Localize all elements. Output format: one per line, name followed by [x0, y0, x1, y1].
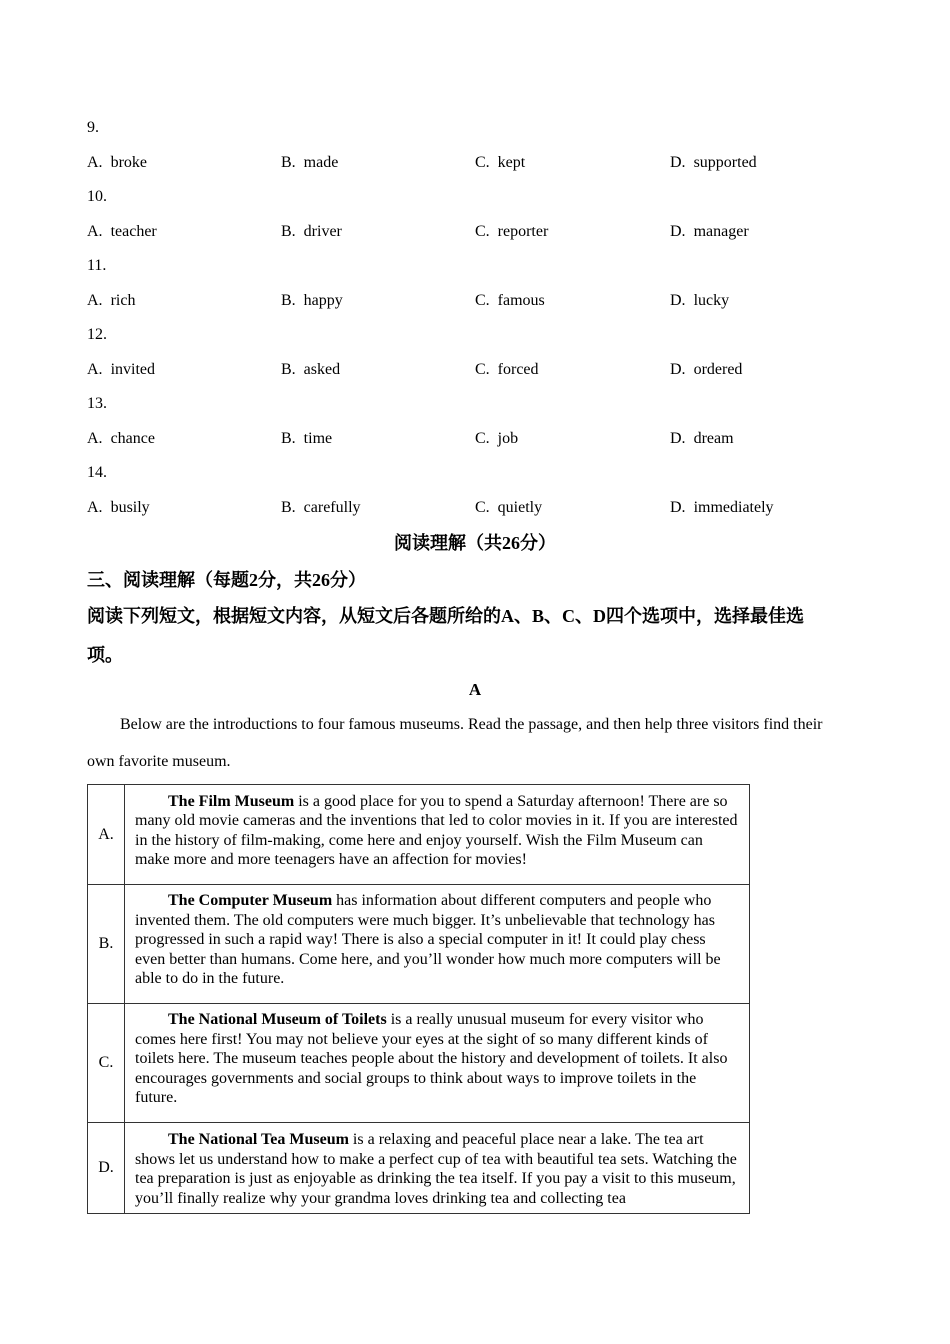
answer-option: [87, 153, 147, 173]
option-text: invited: [110, 361, 155, 378]
answer-option: [475, 291, 545, 311]
museum-row: [88, 785, 750, 885]
answer-option: [281, 498, 361, 518]
museum-name: The Computer Museum: [168, 892, 333, 910]
option-text: happy: [303, 292, 343, 309]
option-letter: C.: [475, 154, 490, 171]
question-number: 11.: [87, 257, 107, 274]
answer-option: [670, 153, 757, 173]
museum-description: [125, 1004, 750, 1123]
answer-option: [281, 291, 343, 311]
option-letter: A.: [87, 223, 103, 240]
passage-intro: Below are the introductions to four famous museums. Read the passage, and then help three visitors find their: [120, 716, 823, 733]
museum-name: The National Tea Museum: [168, 1131, 349, 1148]
museum-text: has information about different computers and people who invented them. The old computers were much bigger. It’s unbelievable that technology has progressed in such a rapid way! There is also a special computer in it! It could play chess even better than humans. Come here, and you’ll wonder how much more computers will be able to do in the future.: [135, 892, 721, 988]
answer-option: [670, 291, 729, 311]
instructions: 阅读下列短文，根据短文内容，从短文后各题所给的A、B、C、D四个选项中，选择最佳选: [87, 606, 804, 626]
answer-option: [670, 429, 734, 449]
answer-option: [475, 222, 548, 242]
option-text: time: [303, 430, 333, 447]
option-letter: C.: [475, 499, 490, 516]
option-letter: D.: [670, 292, 686, 309]
passage-intro-cont: own favorite museum.: [87, 753, 231, 770]
answer-option: [87, 291, 135, 311]
option-text: carefully: [303, 499, 361, 516]
option-letter: C.: [475, 430, 490, 447]
museum-name: The Film Museum: [168, 792, 295, 810]
museum-description: [125, 885, 750, 1004]
answer-option: [475, 429, 518, 449]
option-letter: A.: [87, 430, 103, 447]
option-text: job: [497, 430, 519, 447]
option-letter: D.: [670, 223, 686, 240]
museum-row: [88, 1004, 750, 1123]
option-text: ordered: [693, 361, 743, 378]
option-text: manager: [693, 223, 749, 240]
option-letter: B.: [281, 430, 296, 447]
answer-option: [87, 360, 155, 380]
option-letter: B.: [281, 361, 296, 378]
museum-text: is a good place for you to spend a Saturday afternoon! There are so many old movie cameras and the inventions that led to color movies in it. If you are interested in the history of film-making, come here and enjoy yourself. Wish the Film Museum can make more and more teenagers have an affection for movies!: [135, 792, 738, 868]
option-text: chance: [110, 430, 155, 447]
museum-text: is a really unusual museum for every visitor who comes here first! You may not believe your eyes at the sight of so many different kinds of toilets here. The museum teaches people about the history and development of toilets. It also encourages governments and social groups to think about ways to improve toilets in the future.: [135, 1011, 728, 1107]
museum-text: is a relaxing and peaceful place near a lake. The tea art shows let us understand how to make a perfect cup of tea with beautiful tea sets. Watching the tea preparation is just as enjoyable as drinking the tea itself. If you pay a visit to this museum, you’ll finally realize why your grandma loves drinking tea and collecting tea: [135, 1131, 737, 1207]
option-text: teacher: [110, 223, 157, 240]
museum-label: B.: [88, 885, 125, 1004]
question-number: 14.: [87, 464, 107, 481]
option-text: quietly: [497, 499, 543, 516]
answer-option: [475, 498, 542, 518]
museum-name: The National Museum of Toilets: [168, 1011, 387, 1029]
option-letter: D.: [670, 499, 686, 516]
option-text: supported: [693, 154, 757, 171]
option-letter: A.: [87, 499, 103, 516]
answer-option: [670, 498, 774, 518]
answer-option: [670, 360, 742, 380]
museum-label: A.: [88, 785, 125, 885]
option-text: rich: [110, 292, 136, 309]
answer-option: [670, 222, 749, 242]
answer-option: [281, 153, 338, 173]
answer-option: [281, 429, 332, 449]
option-letter: D.: [670, 361, 686, 378]
museum-table: [87, 784, 750, 1214]
option-text: driver: [303, 223, 342, 240]
answer-option: [87, 498, 150, 518]
answer-option: [475, 360, 539, 380]
option-text: busily: [110, 499, 150, 516]
question-number: 9.: [87, 119, 99, 136]
option-letter: A.: [87, 361, 103, 378]
passage-label: A: [468, 680, 482, 699]
answer-option: [281, 360, 340, 380]
museum-label: C.: [88, 1004, 125, 1123]
museum-description: [125, 1123, 750, 1214]
option-text: immediately: [693, 499, 774, 516]
option-text: lucky: [693, 292, 730, 309]
option-letter: A.: [87, 154, 103, 171]
question-number: 10.: [87, 188, 107, 205]
option-letter: C.: [475, 292, 490, 309]
option-letter: B.: [281, 154, 296, 171]
museum-row: [88, 1123, 750, 1214]
option-text: kept: [497, 154, 526, 171]
answer-option: [87, 222, 157, 242]
instructions-cont: 项。: [87, 645, 123, 665]
option-letter: D.: [670, 430, 686, 447]
museum-label: D.: [88, 1123, 125, 1214]
question-number: 12.: [87, 326, 107, 343]
option-text: famous: [497, 292, 545, 309]
section-title: 阅读理解（共26分）: [394, 533, 556, 553]
option-letter: D.: [670, 154, 686, 171]
option-letter: C.: [475, 223, 490, 240]
answer-option: [87, 429, 155, 449]
answer-option: [475, 153, 525, 173]
option-letter: A.: [87, 292, 103, 309]
museum-description: [125, 785, 750, 885]
option-text: made: [303, 154, 339, 171]
question-number: 13.: [87, 395, 107, 412]
answer-option: [281, 222, 342, 242]
option-text: reporter: [497, 223, 549, 240]
option-text: asked: [303, 361, 341, 378]
section-heading: 三、阅读理解（每题2分，共26分）: [87, 570, 366, 590]
option-text: forced: [497, 361, 539, 378]
option-letter: B.: [281, 292, 296, 309]
option-letter: C.: [475, 361, 490, 378]
museum-row: [88, 885, 750, 1004]
option-letter: B.: [281, 223, 296, 240]
option-text: dream: [693, 430, 734, 447]
option-letter: B.: [281, 499, 296, 516]
option-text: broke: [110, 154, 147, 171]
